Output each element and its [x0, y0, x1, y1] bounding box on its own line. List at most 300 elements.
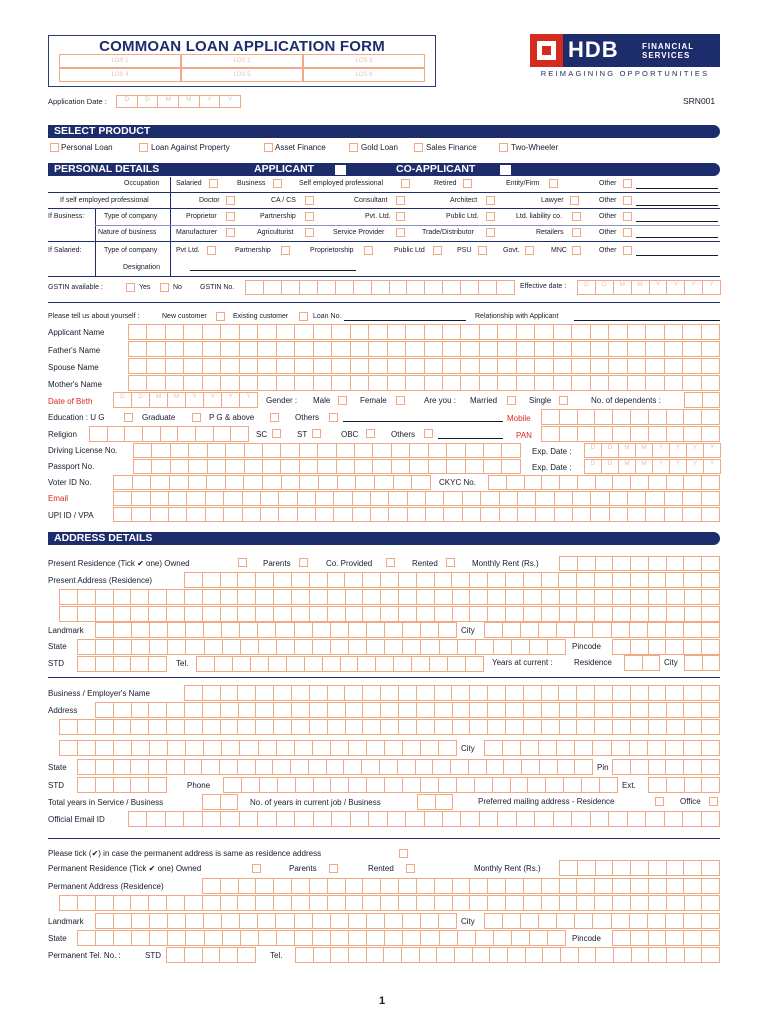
input-cell[interactable]: [259, 777, 277, 793]
input-cell[interactable]: [434, 572, 452, 588]
input-cell[interactable]: [420, 622, 438, 638]
input-cell[interactable]: [594, 409, 612, 425]
input-cell[interactable]: [220, 606, 238, 622]
input-cell[interactable]: [275, 622, 293, 638]
input-cell[interactable]: [291, 719, 309, 735]
input-cell[interactable]: [362, 702, 380, 718]
years-residence-input[interactable]: [624, 655, 660, 671]
input-cell[interactable]: [315, 507, 333, 522]
input-cell[interactable]: [701, 572, 720, 588]
input-cell[interactable]: [142, 426, 160, 442]
input-cell[interactable]: [77, 719, 95, 735]
input-cell[interactable]: [469, 702, 487, 718]
input-cell[interactable]: [416, 685, 434, 701]
input-cell[interactable]: [630, 860, 648, 876]
checkbox-other[interactable]: [623, 179, 632, 188]
input-cell[interactable]: [541, 589, 559, 605]
input-cell[interactable]: [278, 507, 296, 522]
input-cell[interactable]: [521, 759, 539, 775]
voter-input[interactable]: [113, 475, 431, 490]
input-cell[interactable]: [435, 794, 454, 810]
input-cell[interactable]: [666, 947, 684, 963]
input-cell[interactable]: [195, 426, 213, 442]
input-cell[interactable]: [344, 572, 362, 588]
input-cell[interactable]: [317, 459, 335, 474]
input-cell[interactable]: [684, 719, 702, 735]
input-cell[interactable]: [554, 491, 572, 506]
input-cell[interactable]: [460, 358, 478, 374]
input-cell[interactable]: [487, 589, 505, 605]
input-cell[interactable]: [577, 475, 595, 490]
input-cell[interactable]: [255, 895, 273, 911]
input-cell[interactable]: [309, 606, 327, 622]
input-cell[interactable]: [244, 443, 262, 458]
input-cell[interactable]: [434, 895, 452, 911]
checkbox-ug[interactable]: [124, 413, 133, 422]
input-cell[interactable]: [165, 375, 183, 391]
input-cell[interactable]: [684, 947, 702, 963]
input-cell[interactable]: [520, 913, 538, 929]
input-cell[interactable]: [538, 913, 556, 929]
input-cell[interactable]: [487, 719, 505, 735]
checkbox-applicant[interactable]: [335, 165, 346, 175]
input-cell[interactable]: [645, 324, 663, 340]
date-cell[interactable]: D: [577, 280, 596, 295]
input-cell[interactable]: [148, 656, 167, 672]
input-cell[interactable]: [183, 341, 201, 357]
input-cell[interactable]: [484, 913, 502, 929]
date-cell[interactable]: Y: [652, 443, 670, 458]
input-cell[interactable]: [630, 685, 648, 701]
input-cell[interactable]: [184, 947, 202, 963]
los-cell[interactable]: LOS 2: [181, 54, 303, 68]
input-cell[interactable]: [648, 639, 666, 655]
input-cell[interactable]: [407, 507, 425, 522]
input-cell[interactable]: [330, 622, 348, 638]
input-cell[interactable]: [630, 426, 648, 442]
input-cell[interactable]: [496, 280, 515, 295]
checkbox-lawyer[interactable]: [570, 196, 579, 205]
checkbox-co-applicant[interactable]: [500, 165, 511, 175]
input-cell[interactable]: [665, 572, 683, 588]
input-cell[interactable]: [436, 947, 454, 963]
checkbox-sal-psu[interactable]: [478, 246, 487, 255]
input-cell[interactable]: [294, 324, 312, 340]
input-cell[interactable]: [684, 606, 702, 622]
input-cell[interactable]: [317, 280, 335, 295]
input-cell[interactable]: [572, 491, 590, 506]
input-cell[interactable]: [503, 759, 521, 775]
input-cell[interactable]: [333, 507, 351, 522]
input-cell[interactable]: [331, 341, 349, 357]
input-cell[interactable]: [457, 639, 475, 655]
input-cell[interactable]: [684, 392, 702, 408]
input-cell[interactable]: [95, 606, 113, 622]
input-cell[interactable]: [701, 606, 720, 622]
input-cell[interactable]: [146, 375, 164, 391]
input-cell[interactable]: [345, 719, 363, 735]
checkbox-asset-finance[interactable]: [264, 143, 273, 152]
input-cell[interactable]: [645, 811, 663, 827]
input-cell[interactable]: [281, 475, 300, 490]
input-cell[interactable]: [348, 740, 366, 756]
input-cell[interactable]: [683, 639, 701, 655]
input-cell[interactable]: [594, 589, 612, 605]
input-cell[interactable]: [366, 639, 384, 655]
input-cell[interactable]: [664, 491, 682, 506]
input-cell[interactable]: [221, 913, 239, 929]
input-cell[interactable]: [337, 475, 356, 490]
input-cell[interactable]: [148, 606, 166, 622]
input-cell[interactable]: [398, 878, 416, 894]
input-cell[interactable]: [428, 443, 446, 458]
input-cell[interactable]: [701, 589, 720, 605]
date-cell[interactable]: M: [635, 443, 653, 458]
input-cell[interactable]: [701, 507, 720, 522]
input-cell[interactable]: [556, 913, 574, 929]
input-cell[interactable]: [630, 606, 648, 622]
input-cell[interactable]: [701, 375, 720, 391]
input-cell[interactable]: [559, 475, 577, 490]
input-cell[interactable]: [538, 622, 556, 638]
input-cell[interactable]: [304, 656, 322, 672]
present-address-line2[interactable]: [59, 589, 720, 605]
input-cell[interactable]: [370, 491, 388, 506]
date-cell[interactable]: M: [178, 95, 200, 108]
input-cell[interactable]: [682, 358, 700, 374]
checkbox-sal-other[interactable]: [623, 246, 632, 255]
input-cell[interactable]: [276, 811, 294, 827]
input-cell[interactable]: [398, 895, 416, 911]
input-cell[interactable]: [330, 740, 348, 756]
input-cell[interactable]: [313, 947, 331, 963]
relationship-line[interactable]: [574, 320, 720, 321]
input-cell[interactable]: [291, 685, 309, 701]
input-cell[interactable]: [665, 930, 683, 946]
checkbox-gstin-no[interactable]: [160, 283, 169, 292]
input-cell[interactable]: [362, 572, 380, 588]
perm-monthly-input[interactable]: [559, 860, 720, 876]
input-cell[interactable]: [629, 740, 647, 756]
input-cell[interactable]: [166, 759, 184, 775]
input-cell[interactable]: [291, 572, 309, 588]
input-cell[interactable]: [313, 777, 331, 793]
input-cell[interactable]: [523, 589, 541, 605]
input-cell[interactable]: [353, 280, 371, 295]
input-cell[interactable]: [558, 572, 576, 588]
business-address-line2[interactable]: [59, 719, 720, 735]
input-cell[interactable]: [541, 475, 559, 490]
years-job-input[interactable]: [417, 794, 453, 810]
input-cell[interactable]: [380, 702, 398, 718]
checkbox-manufacturer[interactable]: [226, 228, 235, 237]
input-cell[interactable]: [204, 639, 222, 655]
input-cell[interactable]: [424, 358, 442, 374]
input-cell[interactable]: [309, 589, 327, 605]
los-cell[interactable]: LOS 4: [59, 68, 181, 82]
input-cell[interactable]: [484, 622, 502, 638]
checkbox-male[interactable]: [338, 396, 347, 405]
input-cell[interactable]: [648, 930, 666, 946]
input-cell[interactable]: [405, 375, 423, 391]
los-cell[interactable]: LOS 1: [59, 54, 181, 68]
input-cell[interactable]: [184, 895, 202, 911]
passport-exp-date[interactable]: [584, 459, 720, 474]
input-cell[interactable]: [95, 589, 113, 605]
business-address-line1[interactable]: [95, 702, 720, 718]
input-cell[interactable]: [608, 375, 626, 391]
input-cell[interactable]: [666, 475, 684, 490]
checkbox-st[interactable]: [312, 429, 321, 438]
input-cell[interactable]: [648, 589, 666, 605]
checkbox-entity-firm[interactable]: [549, 179, 558, 188]
date-cell[interactable]: Y: [669, 459, 687, 474]
input-cell[interactable]: [630, 409, 648, 425]
input-cell[interactable]: [184, 572, 202, 588]
input-cell[interactable]: [95, 895, 113, 911]
input-cell[interactable]: [701, 895, 720, 911]
input-cell[interactable]: [124, 426, 142, 442]
input-cell[interactable]: [577, 426, 595, 442]
input-cell[interactable]: [389, 280, 407, 295]
input-cell[interactable]: [572, 507, 590, 522]
input-cell[interactable]: [608, 324, 626, 340]
input-cell[interactable]: [77, 759, 95, 775]
input-cell[interactable]: [220, 324, 238, 340]
input-cell[interactable]: [262, 475, 281, 490]
input-cell[interactable]: [416, 702, 434, 718]
input-cell[interactable]: [701, 556, 720, 571]
input-cell[interactable]: [166, 589, 184, 605]
perm-city-input[interactable]: [484, 913, 720, 929]
date-cell[interactable]: Y: [703, 459, 721, 474]
input-cell[interactable]: [294, 622, 312, 638]
input-cell[interactable]: [684, 589, 702, 605]
input-cell[interactable]: [185, 740, 203, 756]
input-cell[interactable]: [268, 656, 286, 672]
input-cell[interactable]: [149, 740, 167, 756]
input-cell[interactable]: [330, 777, 348, 793]
input-cell[interactable]: [683, 930, 701, 946]
input-cell[interactable]: [220, 685, 238, 701]
input-cell[interactable]: [185, 930, 203, 946]
input-cell[interactable]: [59, 740, 77, 756]
input-cell[interactable]: [648, 759, 666, 775]
input-cell[interactable]: [630, 702, 648, 718]
other-line[interactable]: [636, 205, 718, 206]
input-cell[interactable]: [184, 719, 202, 735]
input-cell[interactable]: [484, 740, 502, 756]
input-cell[interactable]: [113, 777, 131, 793]
checkbox-business[interactable]: [273, 179, 282, 188]
input-cell[interactable]: [405, 324, 423, 340]
checkbox-mail-office[interactable]: [709, 797, 718, 806]
input-cell[interactable]: [557, 759, 575, 775]
input-cell[interactable]: [131, 930, 149, 946]
input-cell[interactable]: [150, 491, 168, 506]
input-cell[interactable]: [424, 375, 442, 391]
input-cell[interactable]: [502, 740, 520, 756]
input-cell[interactable]: [664, 341, 682, 357]
checkbox-owned[interactable]: [238, 558, 247, 567]
other-line[interactable]: [636, 221, 718, 222]
input-cell[interactable]: [223, 777, 241, 793]
input-cell[interactable]: [434, 878, 452, 894]
checkbox-lap[interactable]: [139, 143, 148, 152]
input-cell[interactable]: [434, 589, 452, 605]
input-cell[interactable]: [701, 324, 720, 340]
input-cell[interactable]: [701, 409, 720, 425]
input-cell[interactable]: [609, 491, 627, 506]
date-cell[interactable]: D: [137, 95, 159, 108]
input-cell[interactable]: [393, 475, 412, 490]
input-cell[interactable]: [559, 426, 577, 442]
input-cell[interactable]: [627, 358, 645, 374]
checkbox-same-address[interactable]: [399, 849, 408, 858]
input-cell[interactable]: [291, 878, 309, 894]
input-cell[interactable]: [326, 759, 344, 775]
input-cell[interactable]: [220, 719, 238, 735]
input-cell[interactable]: [438, 777, 456, 793]
date-cell[interactable]: D: [116, 95, 138, 108]
input-cell[interactable]: [221, 622, 239, 638]
input-cell[interactable]: [95, 719, 113, 735]
date-cell[interactable]: D: [601, 459, 619, 474]
input-cell[interactable]: [398, 719, 416, 735]
input-cell[interactable]: [255, 719, 273, 735]
input-cell[interactable]: [272, 759, 290, 775]
input-cell[interactable]: [257, 811, 275, 827]
input-cell[interactable]: [95, 777, 113, 793]
input-cell[interactable]: [627, 324, 645, 340]
date-cell[interactable]: M: [167, 392, 186, 408]
dl-exp-date[interactable]: [584, 443, 720, 458]
input-cell[interactable]: [388, 507, 406, 522]
applicant-name-input[interactable]: [128, 324, 720, 340]
input-cell[interactable]: [608, 811, 626, 827]
date-cell[interactable]: Y: [684, 280, 703, 295]
input-cell[interactable]: [237, 719, 255, 735]
input-cell[interactable]: [428, 459, 446, 474]
input-cell[interactable]: [183, 358, 201, 374]
date-cell[interactable]: Y: [239, 392, 258, 408]
input-cell[interactable]: [701, 639, 720, 655]
input-cell[interactable]: [257, 358, 275, 374]
input-cell[interactable]: [666, 409, 684, 425]
input-cell[interactable]: [255, 702, 273, 718]
input-cell[interactable]: [160, 426, 178, 442]
input-cell[interactable]: [627, 507, 645, 522]
input-cell[interactable]: [370, 507, 388, 522]
input-cell[interactable]: [420, 639, 438, 655]
input-cell[interactable]: [577, 409, 595, 425]
input-cell[interactable]: [239, 375, 257, 391]
input-cell[interactable]: [366, 777, 384, 793]
input-cell[interactable]: [223, 507, 241, 522]
input-cell[interactable]: [452, 895, 470, 911]
input-cell[interactable]: [291, 895, 309, 911]
input-cell[interactable]: [387, 324, 405, 340]
input-cell[interactable]: [291, 702, 309, 718]
input-cell[interactable]: [648, 426, 666, 442]
input-cell[interactable]: [460, 811, 478, 827]
input-cell[interactable]: [497, 375, 515, 391]
input-cell[interactable]: [207, 443, 225, 458]
input-cell[interactable]: [541, 685, 559, 701]
input-cell[interactable]: [237, 685, 255, 701]
date-cell[interactable]: Y: [702, 280, 721, 295]
input-cell[interactable]: [629, 913, 647, 929]
input-cell[interactable]: [183, 811, 201, 827]
input-cell[interactable]: [202, 341, 220, 357]
years-city-input[interactable]: [684, 655, 720, 671]
input-cell[interactable]: [574, 759, 593, 775]
input-cell[interactable]: [612, 606, 630, 622]
input-cell[interactable]: [559, 556, 577, 571]
input-cell[interactable]: [260, 507, 278, 522]
input-cell[interactable]: [146, 811, 164, 827]
input-cell[interactable]: [167, 740, 185, 756]
checkbox-graduate[interactable]: [192, 413, 201, 422]
input-cell[interactable]: [362, 685, 380, 701]
input-cell[interactable]: [434, 685, 452, 701]
input-cell[interactable]: [452, 878, 470, 894]
input-cell[interactable]: [315, 491, 333, 506]
input-cell[interactable]: [578, 947, 596, 963]
input-cell[interactable]: [559, 878, 577, 894]
date-cell[interactable]: M: [618, 459, 636, 474]
input-cell[interactable]: [446, 459, 464, 474]
input-cell[interactable]: [331, 324, 349, 340]
checkbox-edu-others[interactable]: [329, 413, 338, 422]
checkbox-perm-rented[interactable]: [406, 864, 415, 873]
input-cell[interactable]: [701, 860, 720, 876]
input-cell[interactable]: [345, 702, 363, 718]
input-cell[interactable]: [183, 324, 201, 340]
date-cell[interactable]: M: [635, 459, 653, 474]
input-cell[interactable]: [683, 622, 701, 638]
los-cell[interactable]: LOS 5: [181, 68, 303, 82]
input-cell[interactable]: [130, 719, 148, 735]
input-cell[interactable]: [131, 740, 149, 756]
input-cell[interactable]: [59, 606, 77, 622]
checkbox-religion-others[interactable]: [424, 429, 433, 438]
input-cell[interactable]: [468, 759, 486, 775]
business-std-input[interactable]: [77, 777, 167, 793]
input-cell[interactable]: [148, 589, 166, 605]
input-cell[interactable]: [350, 324, 368, 340]
input-cell[interactable]: [469, 878, 487, 894]
input-cell[interactable]: [128, 811, 146, 827]
input-cell[interactable]: [438, 622, 457, 638]
input-cell[interactable]: [350, 358, 368, 374]
input-cell[interactable]: [405, 811, 423, 827]
input-cell[interactable]: [113, 759, 131, 775]
input-cell[interactable]: [133, 443, 151, 458]
input-cell[interactable]: [336, 443, 354, 458]
input-cell[interactable]: [202, 324, 220, 340]
input-cell[interactable]: [523, 719, 541, 735]
input-cell[interactable]: [516, 341, 534, 357]
input-cell[interactable]: [505, 895, 523, 911]
checkbox-sal-public[interactable]: [433, 246, 442, 255]
father-name-input[interactable]: [128, 341, 720, 357]
input-cell[interactable]: [701, 811, 720, 827]
input-cell[interactable]: [501, 459, 520, 474]
input-cell[interactable]: [166, 606, 184, 622]
input-cell[interactable]: [594, 895, 612, 911]
input-cell[interactable]: [574, 740, 592, 756]
